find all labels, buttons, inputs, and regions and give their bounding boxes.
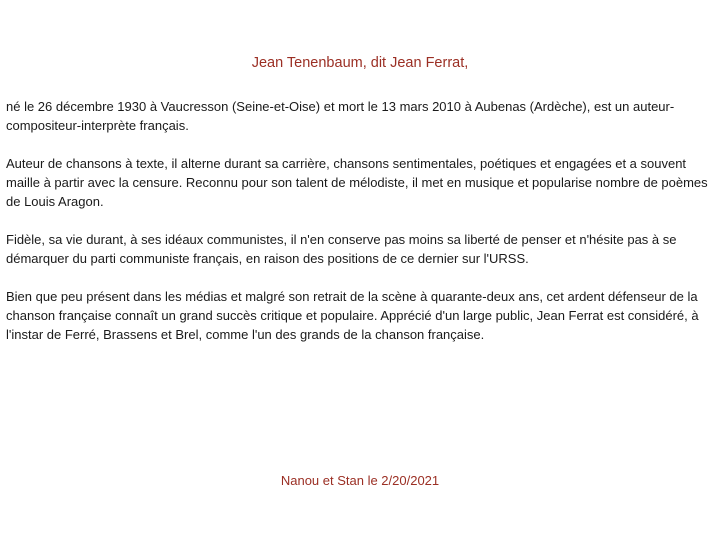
biography-text xyxy=(6,97,712,363)
footer-credit: Nanou et Stan le 2/20/2021 xyxy=(280,473,440,488)
page-title: Jean Tenenbaum, dit Jean Ferrat, xyxy=(251,55,469,71)
paragraph-legacy: Bien que peu présent dans les médias et malgré son retrait de la scène à quarante-deux ans, cet ardent défenseur de la chanson française connaît un grand succès critique et populaire. Apprécié d'un large public, Jean Ferrat est considéré, à l'instar de Ferré, Brassens et Brel, comme l'un des grands de la chanson française. xyxy=(6,289,699,342)
paragraph-birth-death: né le 26 décembre 1930 à Vaucresson (Seine-et-Oise) et mort le 13 mars 2010 à Aubenas (Ardèche), est un auteur-compositeur-interprète français. xyxy=(6,99,675,133)
paragraph-career: Auteur de chansons à texte, il alterne durant sa carrière, chansons sentimentales, poétiques et engagées et a souvent maille à partir avec la censure. Reconnu pour son talent de mélodiste, il met en musique et popularise nombre de poèmes de Louis Aragon. xyxy=(6,156,708,209)
paragraph-politics: Fidèle, sa vie durant, à ses idéaux communistes, il n'en conserve pas moins sa liberté de penser et n'hésite pas à se démarquer du parti communiste français, en raison des positions de ce dernier sur l'URSS. xyxy=(6,232,677,266)
